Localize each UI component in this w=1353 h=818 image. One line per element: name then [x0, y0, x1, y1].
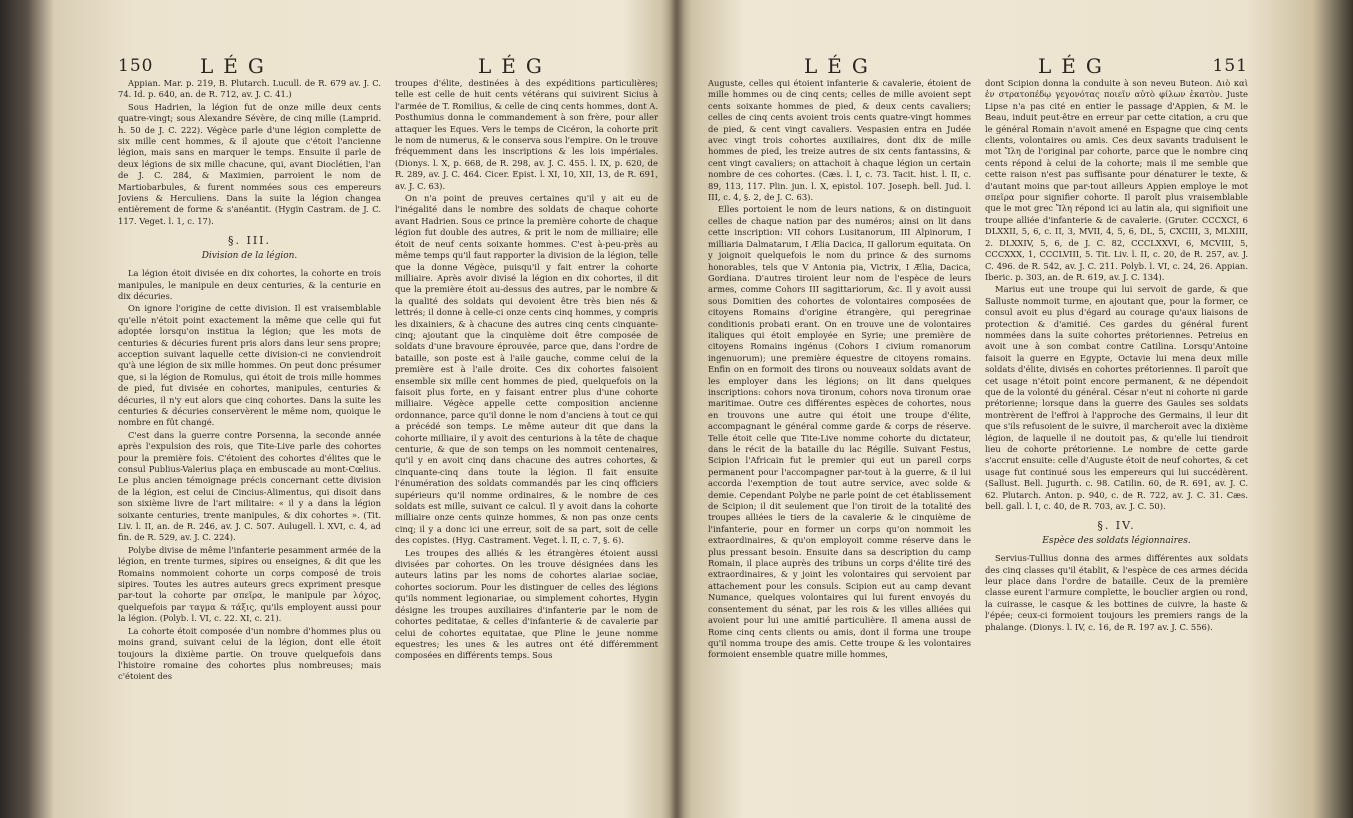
paragraph: On ignore l'origine de cette division. Il est vraisemblable qu'elle n'étoit point exactement la même que celle qui fut adoptée lorsqu'on institua la légion; que les mots de centuries & décuries furent pris alors dans leur sens propre; acception suivant laquelle cette division-ci ne conviendroit qu'à une légion de six mille hommes. On peut donc présumer que, si la légion de Romulus, qui étoit de trois mille hommes de pied, fut divisée en cohortes, manipules, centuries & décuries, il n'y eut alors que cinq cohortes. Dans la suite les centuries & décuries conservèrent le même nom, quoique le nombre en fût changé.: [118, 303, 381, 428]
page-number: 150: [118, 56, 154, 76]
right-column-1: [708, 78, 971, 662]
running-head-word: LÉG: [200, 54, 274, 78]
right-column-2: [985, 78, 1248, 662]
paragraph: Les troupes des alliés & les étrangères étoient aussi divisées par cohortes. On les trouve désignées dans les auteurs latins par les noms de cohortes alariae sociae, cohortes sociorum. Pour les distinguer de celles des légions qu'ils nomment legionariae, ou simplement cohortes, Hygin désigne les troupes auxiliaires d'infanterie par le nom de cohortes peditatae, & celles d'infanterie & de cavalerie par celui de cohortes equitatae, que Pline le jeune nomme equestres; les unes & les autres ont été différemment composées en différents temps. Sous: [395, 547, 658, 661]
paragraph: Polybe divise de même l'infanterie pesamment armée de la légion, en trente turmes, sipires ou enseignes, & dit que les Romains nommoient cohorte un corps composé de trois sipires. Toutes les autres auteurs grecs expriment presque par-tout la cohorte par σπεῖρα, le manipule par λόχος, quelquefois par ταγμα & τάξις, qu'ils employent aussi pour la légion. (Polyb. l. VI, c. 22. XI, c. 21).: [118, 544, 381, 624]
paragraph: C'est dans la guerre contre Porsenna, la seconde année après l'expulsion des rois, que Tite-Live parle des cohortes pour la première fois. C'étoient des cohortes d'élites que le consul Publius-Valerius plaça en embuscade au mont-Cœlius. Le plus ancien témoignage précis concernant cette division de la légion, est celui de Cincius-Alimentus, qui disoit dans son sixième livre de l'art militaire: « il y a dans la légion soixante centuries, trente manipules, & dix cohortes ». (Tit. Liv. l. II, an. de R. 246, av. J. C. 507. Aulugell. l. XVI, c. 4, ad fin. de R. 529, av. J. C. 224).: [118, 429, 381, 543]
page-number: 151: [1212, 56, 1248, 76]
paragraph: dont Scipion donna la conduite à son neveu Buteon. Διὸ καὶ ἐν στρατοπέδῳ γεγονότας ποιεῖν αὐτὸ φίλων ἑκατὸν. Juste Lipse n'a pas cité en entier le passage d'Appien, & M. le Beau, induit peut-être en erreur par cette citation, a cru que le général Romain n'avoit amené en Espagne que cinq cents clients, volontaires ou amis. Ces deux savants traduisent le mot Ἴλη de l'original par cohorte, parce que le nombre cinq cents répond à celui de la cohorte; mais il me semble que cette raison n'est pas suffisante pour dénaturer le texte, & d'autant moins que par-tout ailleurs Appien employe le mot σπεῖρα pour signifier cohorte. Il paroît plus vraisemblable que le mot grec Ἴλη répond ici au latin ala, qui signifioit une troupe alliée d'infanterie & de cavalerie. (Gruter. CCCXCI, 6 DLXXII, 5, 6, c. II, 3, MVII, 4, 5, 6, DL, 5, CXCIII, 3, MLXIII, 2. DLXXIV, 5, 6, de J. C. 82, CCCLXXVI, 6, MCVIII, 5, CCCXXX, 1, CCCLVIII, 5. Tit. Liv. l. II, c. 20, de R. 257, av. J. C. 496. de R. 542, av. J. C. 211. Polyb. l. VI, c. 24, 26. Appian. Iberic. p. 303, an. de R. 619, av. J. C. 134).: [985, 78, 1248, 282]
paragraph: Auguste, celles qui étoient infanterie & cavalerie, étoient de mille hommes ou de cinq cents; celles de mille avoient sept cents soixante hommes de pied, & deux cents cavaliers; celles de cinq cents avoient trois cents quatre-vingt hommes de pied, & cent vingt cavaliers. Vespasien entra en Judée avec vingt trois cohortes auxiliaires, dont dix de mille hommes de pied, les treize autres de six cents fantassins, & cent vingt cavaliers; on attachoit à chaque légion un certain nombre de ces cohortes. (Cæs. l. I, c. 73. Tacit. hist. l. II, c. 89, 113, 117. Plin. jun. l. X, epistol. 107. Joseph. bell. Jud. l. III, c. 4, §. 2, de J. C. 63).: [708, 78, 971, 203]
paragraph: troupes d'élite, destinées à des expéditions particulières; telle est celle de huit cents vétérans qui suivirent Sicius à l'armée de T. Romilius, & celle de cinq cents hommes, dont A. Posthumius donna le commandement à son frère, pour aller attaquer les Eques. Vers le temps de Cicéron, la cohorte prit le nom de numerus, & le conserva sous l'empire. On le trouve fréquemment dans les inscriptions & les lois impériales. (Dionys. l. X, p. 668, de R. 298, av. J. C. 455. l. IX, p. 620, de R. 289, av. J. C. 464. Cicer. Epist. l. XI, 10, XII, 13, de R. 691, av. J. C. 63).: [395, 78, 658, 191]
running-head-word: LÉG: [804, 54, 878, 78]
left-column-2: [395, 78, 658, 684]
section-title: Division de la légion.: [201, 250, 298, 261]
running-head-word: LÉG: [1038, 54, 1112, 78]
left-column-1: [118, 78, 381, 684]
right-page: [708, 38, 1248, 798]
paragraph: La cohorte étoit composée d'un nombre d'hommes plus ou moins grand, suivant celui de la légion, dont elle étoit toujours la dixième partie. On trouve quelquefois dans l'histoire romaine des cohortes plus nombreuses; mais c'étoient des: [118, 625, 381, 682]
paragraph: Sous Hadrien, la légion fut de onze mille deux cents quatre-vingt; sous Alexandre Sévère, de cinq mille (Lamprid. h. 50 de J. C. 222). Végèce parle d'une légion complette de six mille cent hommes, & il ajoute que c'étoit l'ancienne légion, mais sans en marquer le temps. Ensuite il parle de deux légions de six mille chacune, qui, avant Dioclétien, l'an de J. C. 284, & Maximien, parroient le nom de Martiobarbules, & furent nommées sous ces empereurs Joviens & Herculiens. Dans la suite la légion changea entièrement de forme & s'anéantit. (Hygin Castram. de J. C. 117. Veget. l. 1, c. 17).: [118, 101, 381, 226]
paragraph: La légion étoit divisée en dix cohortes, la cohorte en trois manipules, le manipule en deux centuries, & la centurie en dix décuries.: [118, 268, 381, 301]
paragraph: Appian. Mar. p. 219, B. Plutarch. Lucull. de R. 679 av. J. C. 74. Id. p. 640, an. de R. 712, av. J. C. 41.): [118, 78, 381, 100]
section-number: §. III.: [227, 234, 272, 248]
left-page: [118, 38, 658, 798]
book-gutter: [662, 0, 692, 818]
paragraph: Elles portoient le nom de leurs nations, & on distinguoit celles de chaque nation par des numéros; ainsi on lit dans cette inscription: VII cohors Lusitanorum, III Alpinorum, I milliaria Dalmatarum, I Ælia Dacica, II gallorum equitata. On y joignoit quelquefois le nom du prince & des surnoms honorables, tels que V Antonia pia, Victrix, I Ælia, Dacica, Gordiana. D'autres tiroient leur nom de l'espèce de leurs armes, comme Cohors III sagittariorum, &c. Il y avoit aussi sous Domitien des cohortes de volontaires composées de citoyens Romains d'origine étrangère, qui peregrinae conditionis probati erant. On en trouve une de volontaires italiques qui étoit employée en Syrie; une première de citoyens Romains ingénus (Cohors I civium romanorum ingenuorum); une première équestre de citoyens romains. Enfin on en formoit des tirons ou nouveaux soldats avant de les employer dans les légions; on lit dans quelques inscriptions: cohors nova tironum, cohors nova tironum orae maritimae. Outre ces différentes espèces de cohortes, nous en trouvons une autre qui étoit une troupe d'élite, accompagnant le général comme garde & corps de réserve. Telle étoit celle que Tite-Live nomme cohorte du dictateur, dans le récit de la bataille du lac Régille. Suivant Festus, Scipion l'Africain fut le premier qui eut un pareil corps permanent pour l'accompagner par-tout à la guerre, & il lui accorda l'exemption de tout autre service, avec solde & demie. Cependant Polybe ne parle point de cet établissement de Scipion; il dit seulement que l'on tiroit de la totalité des troupes alliées le tiers de la cavalerie & le cinquième de l'infanterie, pour en former un corps qu'on nommoit les extraordinaires, & qu'on employoit comme réserve dans le plus pressant besoin. Ensuite dans sa description du camp Romain, il place auprès des tribuns un corps d'élite tiré des extraordinaires, & y joint les volontaires qui servoient par attachement pour les consuls. Scipion eut au camp devant Numance, quelques volontaires qui lui furent envoyés du consentement du sénat, par les rois & les villes alliées qui avoient pour lui une amitié particulière. Il amena aussi de Rome cinq cents clients ou amis, dont il forma une troupe qu'il nomma troupe des amis. Cette troupe & les volontaires formoient ensemble quatre mille hommes,: [708, 204, 971, 660]
running-head-word: LÉG: [478, 54, 552, 78]
section-title: Espèce des soldats légionnaires.: [1042, 535, 1191, 546]
paragraph: On n'a point de preuves certaines qu'il y ait eu de l'inégalité dans le nombre des soldats de chaque cohorte avant Hadrien. Sous ce prince la première cohorte de chaque légion fut double des autres, & prit le nom de milliaire; elle étoit de neuf cents soixante hommes. C'est à-peu-près au même temps qu'il faut rapporter la division de la légion, telle que la donne Végèce, puisqu'il y fait entrer la cohorte milliaire. Après avoir divisé la légion en dix cohortes, il dit que la première étoit au-dessus des autres, par le nombre & la qualité des soldats qui devoient être très bien nés & lettrés; il donne à celle-ci onze cents cinq hommes, y compris les dixainiers, & à chacune des autres cinq cents cinquante-cinq; ajoutant que la cinquième doit être composée de soldats d'une bravoure éprouvée, parce que, dans l'ordre de bataille, son poste est à l'aile gauche, comme celui de la première est à l'aile droite. Ces dix cohortes faisoient ensemble six mille cent hommes de pied, quelquefois on la faisoit plus forte, en y faisant entrer plus d'une cohorte milliaire. Végèce appelle cette composition ancienne ordonnance, parce qu'il donne le nom d'anciens à tout ce qui a précédé son temps. Le même auteur dit que dans la cohorte milliaire, il y avoit des centurions à la tête de chaque centurie, & que de son temps on les nommoit centenaires, qu'il y en avoit cinq dans chacune des autres cohortes, & cinquante-cinq dans toute la légion. Il fait ensuite l'énumération des soldats commandés par les cinq officiers supérieurs qu'il nomme ordinaires, & le nombre de ces soldats est mille, suivant ce calcul. Il y avoit dans la cohorte milliaire onze cents quinze hommes, & non pas onze cents cinq; il y a donc ici une erreur, soit de sa part, soit de celle des copistes. (Hyg. Castrament. Veget. l. II, c. 7, §. 6).: [395, 193, 658, 546]
paragraph: Servius-Tullius donna des armes différentes aux soldats des cinq classes qu'il établit, & l'espèce de ces armes décida leur place dans l'ordre de bataille. Ceux de la première classe eurent l'armure complette, le bouclier argien ou rond, la cuirasse, le casque & les bottines de cuivre, la haste & l'épée; ceux-ci formoient toujours les premiers rangs de la phalange. (Dionys. l. IV, c. 16, de R. 197 av. J. C. 556).: [985, 553, 1248, 632]
right-running-head: [708, 38, 1248, 78]
left-running-head: [118, 38, 658, 78]
paragraph: Marius eut une troupe qui lui servoit de garde, & que Salluste nommoit turme, en ajoutant que, pour la former, ce consul avoit eu plus d'égard au courage qu'aux liaisons de protection & d'amitié. Ces gardes du général furent nommées dans la suite cohortes prétoriennes. Petreius en avoit une à son combat contre Catilina. Lorsqu'Antoine faisoit la guerre en Egypte, Octavie lui mena deux mille soldats d'élite, divisés en cohortes prétoriennes. Il paroît que cet usage n'étoit point encore permanent, & ne dépendoit que de la volonté du général. César n'eut ni cohorte ni garde prétorienne; lorsque dans la guerre des Gaules ses soldats montrèrent de l'effroi à l'approche des Germains, il leur dit que s'ils refusoient de le suivre, il marcheroit avec la dixième légion, de laquelle il ne doutoit pas, & qu'elle lui tiendroit lieu de cohorte prétorienne. Le nombre de cette garde s'accrut ensuite: celle d'Auguste étoit de neuf cohortes, & cet usage fut continué sous les empereurs qui lui succédèrent. (Sallust. Bell. Jugurth. c. 98. Catilin. 60, de R. 691, av. J. C. 62. Plutarch. Anton. p. 940, c. de R. 722, av. J. C. 31. Cæs. bell. gall. l. I, c. 40, de R. 703, av. J. C. 50).: [985, 284, 1248, 512]
section-number: §. IV.: [1097, 519, 1136, 533]
